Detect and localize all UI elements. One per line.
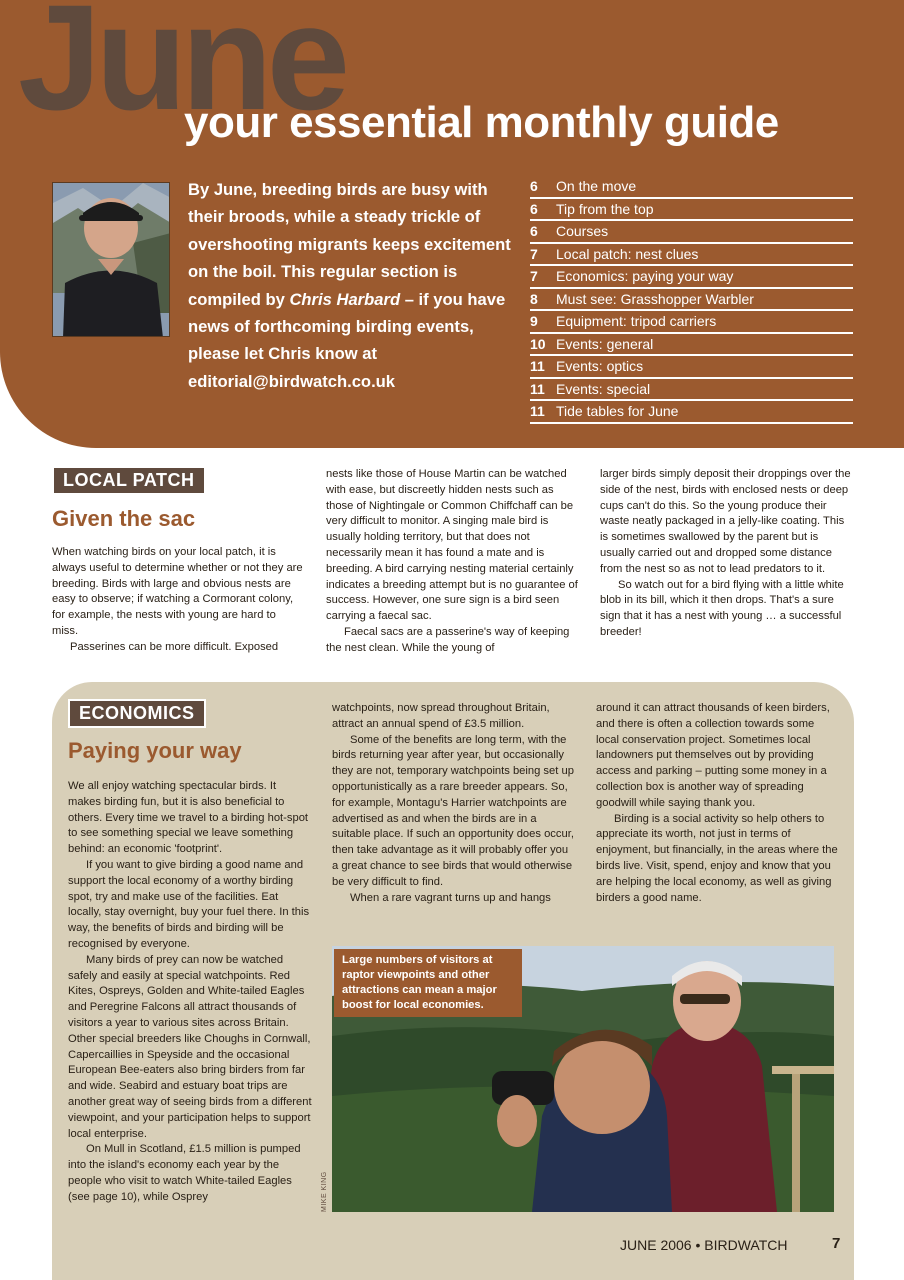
contents-item[interactable]: 9 Equipment: tripod carriers [530,311,853,334]
guide-subtitle: your essential monthly guide [184,98,779,147]
economics-column-3: around it can attract thousands of keen birders, and there is often a collection towards some local conservation project. Sometimes local landowners put themselves out by providing access and parking – putting some money in a collection box is another way of spreading goodwill while saying thank you. Birding is a social activity so help others to appreciate its worth, not just in terms of enjoyment, but financially, in the areas where the birds live. Visit, spend, enjoy and know that you are helping the local economy, as well as giving birders a good name. [596,702,838,904]
economics-headline: Paying your way [68,738,242,763]
month-title: June [18,0,345,141]
local-patch-column-2: nests like those of House Martin can be watched with ease, but discreetly hidden nests such as those of Nightingale or Common Chiffchaff can be very difficult to monitor. A singing male bird is usually holding territory, but that does not necessarily mean it has found a mate and is breeding. A bird carrying nesting material certainly indicates a breeding attempt but is no guarantee of success. However, one sure sign is a bird seen carrying a faecal sac. Faecal sacs are a passerine's way of keeping the nest clean. While the young of [326,468,578,654]
intro-text: By June, breeding birds are busy with their broods, while a steady trickle of overshooting migrants keeps excitement on the boil. This regular section is compiled by Chris Harbard – if you have news of forthcoming birding events, please let Chris know at editorial@birdwatch.co.uk [188,180,511,391]
economics-tag: ECONOMICS [68,699,206,728]
contents-item[interactable]: 6 On the move [530,176,853,199]
issue-footer: JUNE 2006 • BIRDWATCH [620,1237,788,1253]
contents-item[interactable]: 6 Courses [530,221,853,244]
header-banner [0,0,904,448]
contents-list [530,176,853,424]
contents-item[interactable]: 11 Tide tables for June [530,401,853,424]
local-patch-column-1: When watching birds on your local patch, it is always useful to determine whether or not they are breeding. Birds with large and obvious nests are easy to observe; if watching a Cormorant colony, for example, the nests with young are hard to miss. Passerines can be more difficult. Exposed [52,546,303,653]
economics-column-2: watchpoints, now spread throughout Britain, attract an annual spend of £3.5 million. Some of the benefits are long term, with the birds returning year after year, but occasionally they are not, temporary watchpoints being set up opportunistically as a rare breeder appears. So, for example, Montagu's Harrier watchpoints are advertised as and when the birds are in a suitable place. If such an opportunity does occur, then take advantage as it will probably offer you a great chance to see birds that would otherwise be very difficult to find. When a rare vagrant turns up and hangs [332,702,574,904]
local-patch-tag: LOCAL PATCH [52,466,206,495]
contents-item[interactable]: 11 Events: optics [530,356,853,379]
author-photo [52,182,170,337]
contents-item[interactable]: 7 Local patch: nest clues [530,244,853,267]
page-number: 7 [832,1235,841,1252]
local-patch-column-3: larger birds simply deposit their droppings over the side of the nest, birds with enclosed nests or deep cups can't do this. So the young produce their waste neatly packaged in a jelly-like coating. This is sometimes swallowed by the parent but is usually carried out and dropped some distance from the nest so as not to lead predators to it. So watch out for a bird flying with a little white blob in its bill, which it then drops. That's a sure sign that it has a nest with young … a successful breeder! [600,468,851,638]
contents-item[interactable]: 6 Tip from the top [530,199,853,222]
contents-item[interactable]: 11 Events: special [530,379,853,402]
author-name: Chris Harbard [289,289,401,309]
local-patch-headline: Given the sac [52,506,196,531]
contents-item[interactable]: 7 Economics: paying your way [530,266,853,289]
economics-column-1: We all enjoy watching spectacular birds. It makes birding fun, but it is also beneficial to others. Every time we travel to a birding hot-spot to see something special we leave something behind: an economic 'footprint'. If you want to give birding a good name and support the local economy of a worthy birding spot, try and make use of the facilities. Eat locally, stay overnight, buy your fuel there. In this way, the benefits of birds and birding will be recognised by everyone. Many birds of prey can now be watched safely and easily at special watchpoints. Red Kites, Ospreys, Golden and White-tailed Eagles and Peregrine Falcons all attract thousands of visitors a year to various sites across Britain. Other special breeders like Choughs in Cornwall, Capercaillies in Speyside and the occasional European Bee-eaters also bring birders from far and wide. Seabird and estuary boat trips are another great way of seeing birds from a different viewpoint, and your participation helps to support local enterprise. On Mull in Scotland, £1.5 million is pumped into the island's economy each year by the people who visit to watch White-tailed Eagles (see page 10), while Osprey [68,780,312,1203]
contents-item[interactable]: 8 Must see: Grasshopper Warbler [530,289,853,312]
contents-item[interactable]: 10 Events: general [530,334,853,357]
photo-caption: Large numbers of visitors at raptor viewpoints and other attractions can mean a major boost for local economies. [334,949,522,1017]
photo-credit: MIKE KING [321,1171,328,1212]
